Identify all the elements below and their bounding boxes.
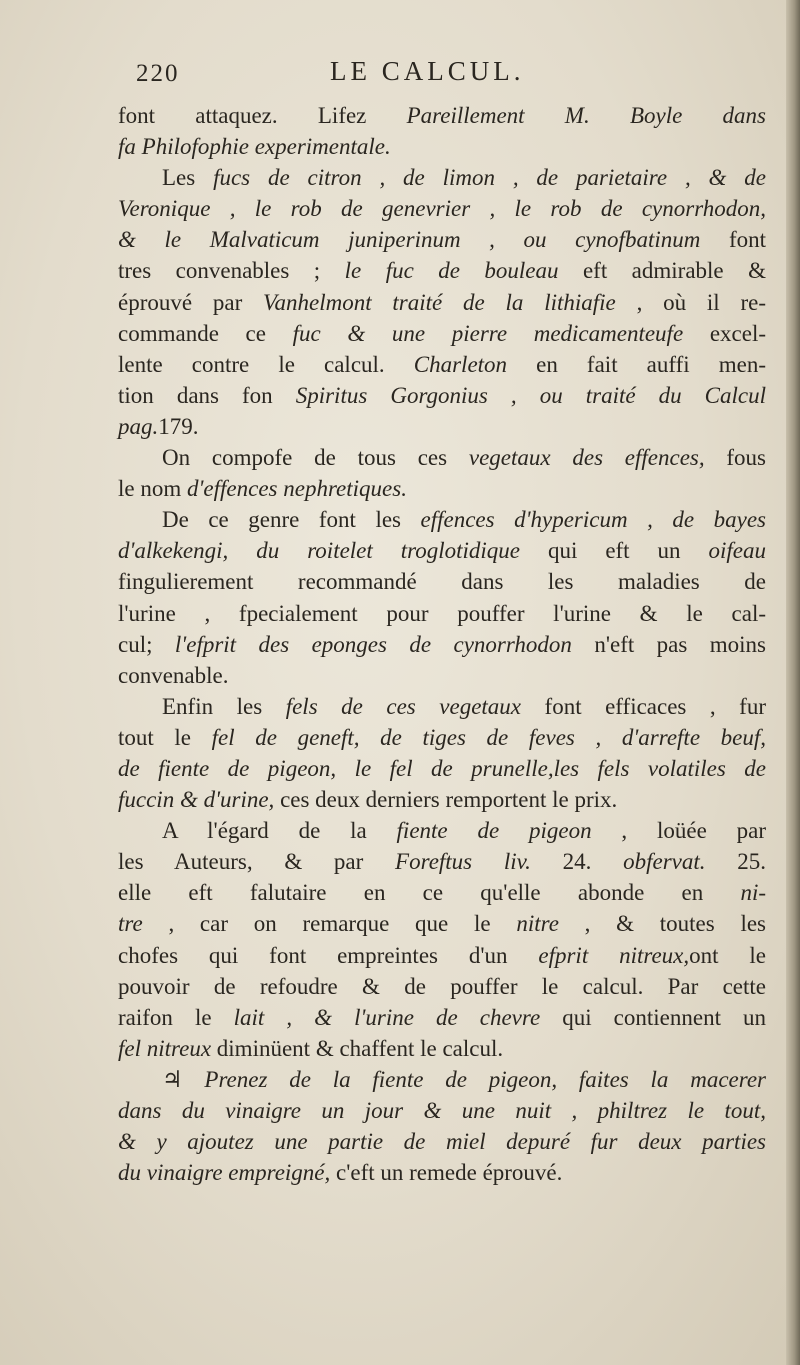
text-line bbox=[118, 660, 766, 691]
roman-text: qui contiennent un bbox=[562, 1004, 767, 1030]
text-line bbox=[118, 691, 766, 722]
page-body bbox=[118, 100, 766, 1188]
roman-text: 24. bbox=[562, 849, 624, 875]
roman-text: les Auteurs, & par bbox=[118, 849, 396, 875]
roman-text: A l'égard de la bbox=[162, 818, 397, 844]
roman-text: tout le bbox=[118, 724, 212, 750]
italic-text: fa Philofophie experimentale. bbox=[118, 134, 391, 160]
italic-text: fel de geneft, de tiges de feves , d'arrefte beuf, bbox=[211, 724, 766, 750]
roman-text: , & toutes les bbox=[584, 911, 766, 937]
roman-text: lente contre le calcul. bbox=[118, 351, 414, 377]
text-line bbox=[118, 877, 766, 908]
italic-text: oifeau bbox=[708, 538, 766, 564]
italic-text: Foreftus liv. bbox=[395, 849, 563, 875]
italic-text: fels de ces vegetaux bbox=[285, 693, 545, 719]
roman-text: tres convenables ; bbox=[118, 258, 345, 284]
italic-text: effences d'hypericum , de bayes bbox=[420, 507, 766, 533]
roman-text: commande ce bbox=[118, 320, 293, 346]
text-line bbox=[118, 753, 766, 784]
italic-text: l'efprit des eponges de cynorrhodon bbox=[174, 631, 595, 657]
text-line bbox=[118, 473, 766, 504]
italic-text: obfervat. bbox=[623, 849, 738, 875]
roman-text: cul; bbox=[118, 631, 175, 657]
italic-text: de fiente de pigeon, le fel de prunelle,les fels volatiles de bbox=[118, 755, 766, 781]
roman-text: , car on remarque que le bbox=[168, 911, 517, 937]
page-header bbox=[118, 56, 766, 100]
roman-text: diminüent & chaffent le calcul. bbox=[216, 1035, 504, 1061]
roman-text: font bbox=[728, 227, 766, 253]
italic-text: ♃ Prenez de la fiente de pigeon, faites la macerer bbox=[162, 1066, 766, 1092]
italic-text: du vinaigre empreigné, bbox=[118, 1160, 337, 1186]
roman-text: 179. bbox=[158, 413, 199, 439]
text-line bbox=[118, 100, 766, 131]
roman-text: ces deux derniers remportent le prix. bbox=[280, 787, 618, 813]
text-line bbox=[118, 162, 766, 193]
italic-text: ni- bbox=[740, 880, 766, 906]
italic-text: d'effences nephretiques. bbox=[187, 476, 407, 502]
italic-text: vegetaux des effences, bbox=[468, 445, 727, 471]
italic-text: Charleton bbox=[413, 351, 537, 377]
italic-text: lait , & l'urine de chevre bbox=[233, 1004, 563, 1030]
roman-text: fous bbox=[726, 445, 766, 471]
text-line bbox=[118, 1002, 766, 1033]
roman-text: 25. bbox=[737, 849, 767, 875]
italic-text: fiente de pigeon bbox=[396, 818, 622, 844]
text-line bbox=[118, 1064, 766, 1095]
text-line bbox=[118, 815, 766, 846]
text-line bbox=[118, 722, 766, 753]
text-line bbox=[118, 846, 766, 877]
text-line bbox=[118, 224, 766, 255]
italic-text: efprit nitreux, bbox=[538, 942, 690, 968]
text-line bbox=[118, 566, 766, 597]
italic-text: Veronique , le rob de genevrier , le rob de cynorrhodon, bbox=[118, 196, 766, 222]
running-title: LE CALCUL. bbox=[330, 56, 525, 86]
text-line bbox=[118, 1033, 766, 1064]
roman-text: De ce genre font les bbox=[162, 507, 421, 533]
page-text-block bbox=[118, 56, 766, 1188]
text-line bbox=[118, 940, 766, 971]
roman-text: elle eft falutaire en ce qu'elle abonde en bbox=[118, 880, 741, 906]
page-number: 220 bbox=[136, 60, 180, 87]
roman-text: pouvoir de refoudre & de pouffer le calcul. Par cette bbox=[118, 973, 766, 999]
text-line bbox=[118, 193, 766, 224]
italic-text: fel nitreux bbox=[118, 1035, 217, 1061]
text-line bbox=[118, 598, 766, 629]
text-line bbox=[118, 1095, 766, 1126]
italic-text: fuc & une pierre medicamenteufe bbox=[292, 320, 710, 346]
text-line bbox=[118, 784, 766, 815]
italic-text: Spiritus Gorgonius , ou traité du Calcul bbox=[295, 382, 766, 408]
roman-text: font attaquez. Lifez bbox=[118, 103, 407, 128]
roman-text: excel- bbox=[709, 320, 766, 346]
roman-text: raifon le bbox=[118, 1004, 234, 1030]
roman-text: Les bbox=[162, 165, 214, 191]
italic-text: fucs de citron , de limon , de parietaire , & de bbox=[213, 165, 766, 191]
text-line bbox=[118, 287, 766, 318]
roman-text: tion dans fon bbox=[118, 382, 296, 408]
italic-text: dans du vinaigre un jour & une nuit , philtrez le tout, bbox=[118, 1098, 766, 1123]
text-line bbox=[118, 535, 766, 566]
text-line bbox=[118, 1157, 766, 1188]
italic-text: pag. bbox=[118, 413, 159, 439]
italic-text: & y ajoutez une partie de miel depuré fur deux parties bbox=[118, 1129, 766, 1155]
roman-text: Enfin les bbox=[162, 693, 286, 719]
text-line bbox=[118, 255, 766, 286]
roman-text: eft admirable & bbox=[582, 258, 766, 284]
text-line bbox=[118, 629, 766, 660]
text-line bbox=[118, 349, 766, 380]
page-gutter-shadow bbox=[786, 0, 800, 1365]
italic-text: le fuc de bouleau bbox=[344, 258, 583, 284]
roman-text: le nom bbox=[118, 476, 187, 502]
roman-text: l'urine , fpecialement pour pouffer l'urine & le cal- bbox=[118, 600, 766, 626]
text-line bbox=[118, 318, 766, 349]
italic-text: Pareillement M. Boyle dans bbox=[406, 103, 766, 128]
italic-text: fuccin & d'urine, bbox=[118, 787, 281, 813]
roman-text: qui eft un bbox=[547, 538, 709, 564]
text-line bbox=[118, 908, 766, 939]
roman-text: On compofe de tous ces bbox=[162, 445, 469, 471]
roman-text: , où il re- bbox=[636, 289, 766, 315]
roman-text: éprouvé par bbox=[118, 289, 264, 315]
roman-text: n'eft pas moins bbox=[594, 631, 766, 657]
text-line bbox=[118, 380, 766, 411]
roman-text: convenable. bbox=[118, 662, 229, 688]
roman-text: c'eft un remede éprouvé. bbox=[336, 1160, 563, 1186]
text-line bbox=[118, 504, 766, 535]
italic-text: Vanhelmont traité de la lithiafie bbox=[263, 289, 637, 315]
italic-text: tre bbox=[118, 911, 169, 937]
roman-text: chofes qui font empreintes d'un bbox=[118, 942, 539, 968]
italic-text: & le Malvaticum juniperinum , ou cynofbatinum bbox=[118, 227, 729, 253]
text-line bbox=[118, 442, 766, 473]
italic-text: nitre bbox=[516, 911, 585, 937]
roman-text: ont le bbox=[689, 942, 766, 968]
roman-text: en fait auffi men- bbox=[536, 351, 767, 377]
roman-text: , loüée par bbox=[621, 818, 766, 844]
italic-text: d'alkekengi, du roitelet troglotidique bbox=[118, 538, 548, 564]
roman-text: font efficaces , fur bbox=[544, 693, 766, 719]
text-line bbox=[118, 1126, 766, 1157]
text-line bbox=[118, 131, 766, 162]
text-line bbox=[118, 411, 766, 442]
roman-text: fingulierement recommandé dans les maladies de bbox=[118, 569, 766, 595]
text-line bbox=[118, 971, 766, 1002]
